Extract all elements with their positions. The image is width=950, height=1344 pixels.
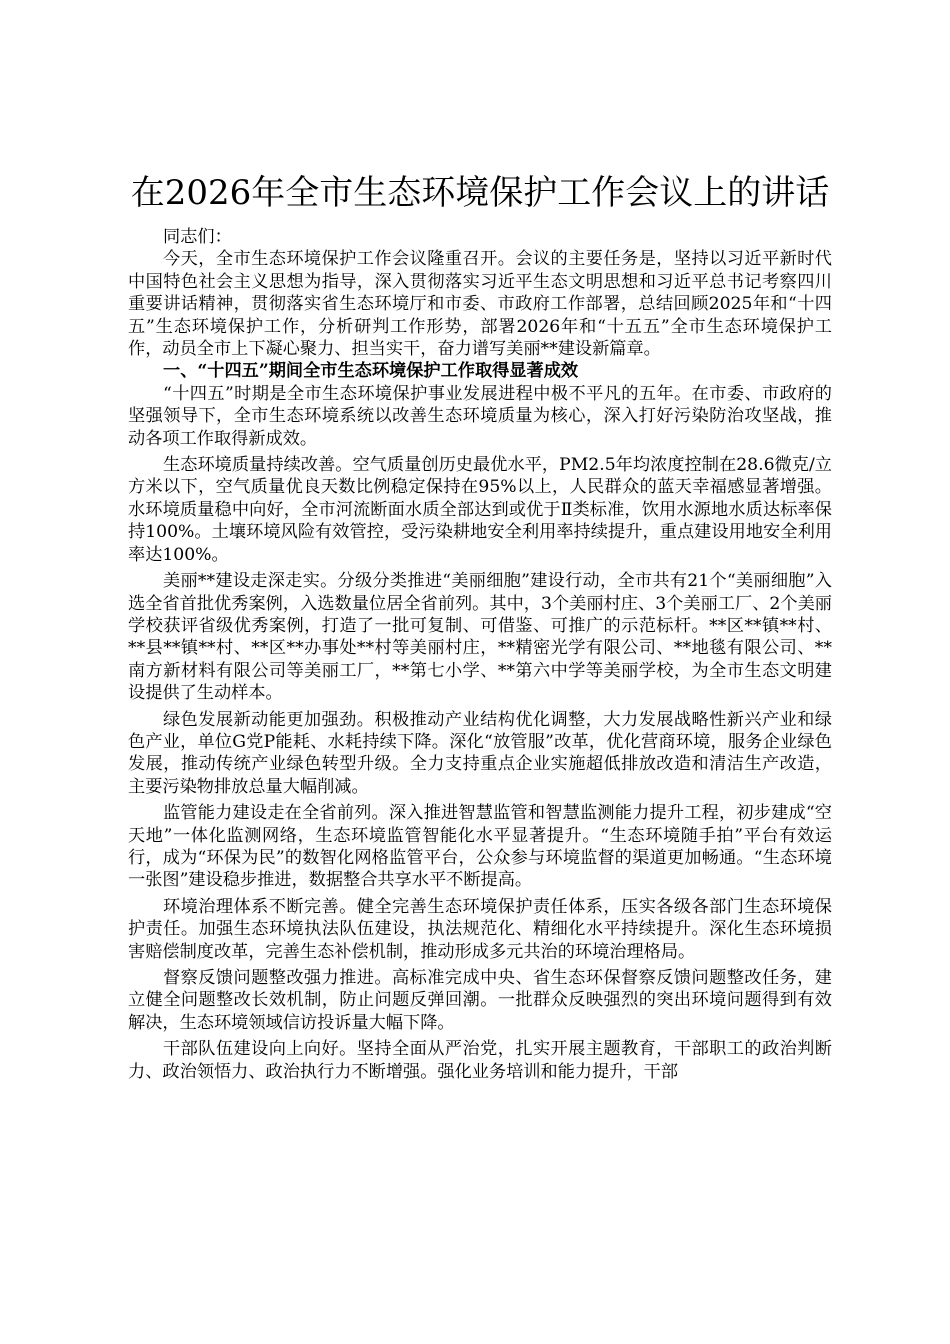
body-paragraph: 美丽**建设走深走实。分级分类推进“美丽细胞”建设行动，全市共有21个“美丽细胞”入选全省首批优秀案例，入选数量位居全省前列。其中，3个美丽村庄、3个美丽工厂、2个美丽学校获评省级优秀案例，打造了一批可复制、可借鉴、可推广的示范标杆。**区**镇**村、**县**镇**村、**区**办事处**村等美丽村庄，**精密光学有限公司、**地毯有限公司、**南方新材料有限公司等美丽工厂，**第七小学、**第六中学等美丽学校，为全市生态文明建设提供了生动样本。 [128,571,832,704]
greeting: 同志们： [163,227,232,247]
document-page [128,168,832,1083]
body-paragraph: 监管能力建设走在全省前列。深入推进智慧监管和智慧监测能力提升工程，初步建成“空天地”一体化监测网络，生态环境监管智能化水平显著提升。“生态环境随手拍”平台有效运行，成为“环保为民”的数智化网格监管平台，公众参与环境监督的渠道更加畅通。“生态环境一张图”建设稳步推进，数据整合共享水平不断提高。 [128,803,832,891]
body-paragraph: “十四五”时期是全市生态环境保护事业发展进程中极不平凡的五年。在市委、市政府的坚强领导下，全市生态环境系统以改善生态环境质量为核心，深入打好污染防治攻坚战，推动各项工作取得新成效。 [128,383,832,449]
body-paragraph: 生态环境质量持续改善。空气质量创历史最优水平，PM2.5年均浓度控制在28.6微克/立方米以下，空气质量优良天数比例稳定保持在95%以上，人民群众的蓝天幸福感显著增强。水环境质量稳中向好，全市河流断面水质全部达到或优于Ⅱ类标准，饮用水源地水质达标率保持100%。土壤环境风险有效管控，受污染耕地安全利用率持续提升，重点建设用地安全利用率达100%。 [128,455,832,565]
section-heading: 一、“十四五”期间全市生态环境保护工作取得显著成效 [163,361,579,382]
body-paragraph: 环境治理体系不断完善。健全完善生态环境保护责任体系，压实各级各部门生态环境保护责任。加强生态环境执法队伍建设，执法规范化、精细化水平持续提升。深化生态环境损害赔偿制度改革，完善生态补偿机制，推动形成多元共治的环境治理格局。 [128,896,832,962]
body-paragraph: 绿色发展新动能更加强劲。积极推动产业结构优化调整，大力发展战略性新兴产业和绿色产业，单位G党P能耗、水耗持续下降。深化“放管服”改革，优化营商环境，服务企业绿色发展，推动传统产业绿色转型升级。全力支持重点企业实施超低排放改造和清洁生产改造，主要污染物排放总量大幅削减。 [128,709,832,797]
body-paragraph: 干部队伍建设向上向好。坚持全面从严治党，扎实开展主题教育，干部职工的政治判断力、政治领悟力、政治执行力不断增强。强化业务培训和能力提升，干部 [128,1039,832,1082]
document-title: 在2026年全市生态环境保护工作会议上的讲话 [130,173,830,213]
intro-paragraph: 今天，全市生态环境保护工作会议隆重召开。会议的主要任务是，坚持以习近平新时代中国特色社会主义思想为指导，深入贯彻落实习近平生态文明思想和习近平总书记考察四川重要讲话精神，贯彻落实省生态环境厅和市委、市政府工作部署，总结回顾2025年和“十四五”生态环境保护工作，分析研判工作形势，部署2026年和“十五五”全市生态环境保护工作，动员全市上下凝心聚力、担当实干，奋力谱写美丽**建设新篇章。 [128,249,832,360]
body-paragraph: 督察反馈问题整改强力推进。高标准完成中央、省生态环保督察反馈问题整改任务，建立健全问题整改长效机制，防止问题反弹回潮。一批群众反映强烈的突出环境问题得到有效解决，生态环境领域信访投诉量大幅下降。 [128,968,832,1033]
